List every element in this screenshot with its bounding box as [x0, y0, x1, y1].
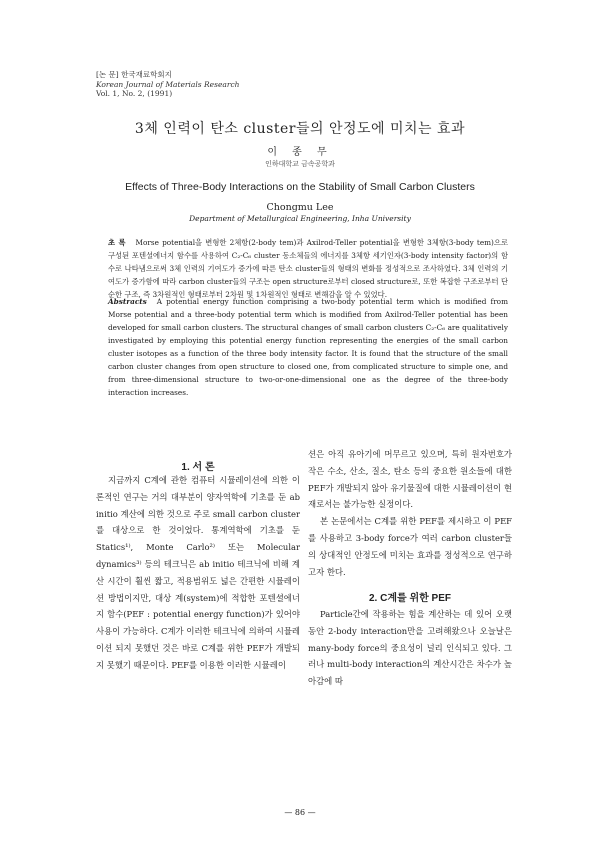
column-right-section-2	[308, 606, 512, 690]
section-1-paragraph-2: 션은 아직 유아기에 머무르고 있으며, 특히 원자번호가 작은 수소, 산소, 질소, 탄소 등의 중요한 원소들에 대한 PEF가 개발되지 않아 유기물질에 대한 시뮬레이션이 현재로서는 불가능한 실정이다.	[308, 449, 512, 510]
section-2-title: 2. C계를 위한 PEF	[369, 593, 451, 604]
abstract-korean	[108, 236, 508, 301]
abstract-korean-text: Morse potential을 변형한 2체항(2-body tem)과 Axilrod-Teller potential을 변형한 3체항(3-body tem)으로 구성된 포텐셜에너지 함수를 사용하여 C₂-C₆ cluster 동소체들의 에너지를 3체항 세기인자(3-body intensity factor)의 함수로 나타냄으로써 3체 인력의 기여도가 증가에 따른 탄소 cluster들의 형태의 변화를 정성적으로 조사하였다. 3체 인력의 기여도가 증가함에 따라 carbon cluster들의 구조는 open structure로부터 closed structure로, 또한 복잡한 구조로부터 단순한 구조, 즉 3차원적인 형태로부터 2차원 및 1차원적인 형태로 변해감을 알 수 있었다.	[108, 238, 509, 299]
journal-line-3: Vol. 1, No. 2, (1991)	[96, 89, 173, 98]
section-2-paragraph-1: Particle간에 작용하는 힘을 계산하는 데 있어 오랫동안 2-body interaction만을 고려해왔으나 오늘날은 many-body force의 중요성이 널리 인식되고 있다. 그러나 multi-body interaction의 계산시간은 차수가 높아감에 따	[308, 609, 512, 687]
section-1-title: 1. 서 론	[181, 462, 215, 473]
journal-line-2: Korean Journal of Materials Research	[96, 79, 240, 89]
affiliation-english: Department of Metallurgical Engineering, Inha University	[189, 214, 411, 223]
abstract-english-label: Abstracts	[108, 297, 147, 306]
section-1-paragraph-1: 지금까지 C계에 관한 컴퓨터 시뮬레이션에 의한 이론적인 연구는 거의 대부분이 양자역학에 기초를 둔 ab initio 계산에 의한 것으로 주로 small carbon cluster를 대상으로 한 것이었다. 통계역학에 기초를 둔 Statics¹⁾, Monte Carlo²⁾ 또는 Molecular dynamics³⁾ 등의 테크닉은 ab initio 테크닉에 비해 계산 시간이 훨씬 짧고, 적용범위도 넓은 간편한 시뮬레이션 방법이지만, 대상 계(system)에 적합한 포텐셜에너지 함수(PEF : potential energy function)가 있어야 사용이 가능하다. C계가 이러한 테크닉에 의하여 시뮬레이션 되지 못했던 것은 바로 C계를 위한 PEF가 개발되지 못했기 때문이다. PEF를 이용한 이러한 시뮬레이	[96, 475, 300, 670]
title-korean: 3체 인력이 탄소 cluster들의 안정도에 미치는 효과	[134, 121, 466, 137]
abstract-english	[108, 295, 508, 399]
author-korean: 이 종 무	[267, 147, 333, 158]
column-left	[96, 472, 300, 674]
column-right	[308, 446, 512, 580]
title-english: Effects of Three-Body Interactions on the Stability of Small Carbon Clusters	[125, 181, 475, 193]
affiliation-korean: 인하대학교 금속공학과	[265, 160, 335, 168]
journal-line-1: [논 문] 한국재료학회지	[96, 70, 172, 79]
abstract-korean-label: 초 록	[108, 238, 126, 247]
page-number: — 86 —	[284, 808, 316, 817]
section-1-paragraph-3: 본 논문에서는 C계를 위한 PEF를 제시하고 이 PEF를 사용하고 3-body force가 여러 carbon cluster들의 상대적인 안정도에 미치는 효과를 정성적으로 연구하고자 한다.	[308, 516, 512, 577]
journal-header	[96, 70, 239, 99]
author-english: Chongmu Lee	[266, 202, 334, 213]
abstract-english-text: A potential energy function comprising a two-body potential term which is modified from Morse potential and a three-body potential term which is modified from Axilrod-Teller potential has been developed for small carbon clusters. The structural changes of small carbon clusters C₂-C₆ are qualitatively investigated by employing this potential energy function representing the energies of the small carbon cluster isotopes as a function of the three body intensity factor. It is found that the structure of the small carbon cluster changes from open structure to closed one, from complicated structure to simple one, and from three-dimensional structure to two-or-one-dimensional one as the degree of the three-body interaction increases.	[108, 297, 508, 397]
